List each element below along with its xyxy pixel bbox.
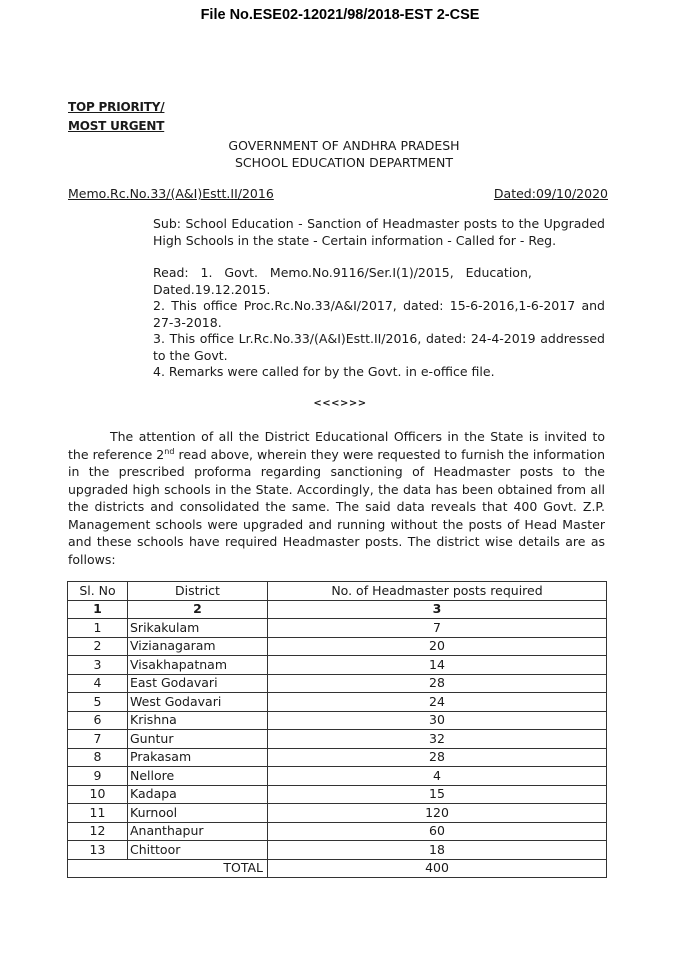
district-cell: Visakhapatnam	[128, 656, 268, 675]
sl-no-cell: 6	[68, 711, 128, 730]
district-cell: Kadapa	[128, 785, 268, 804]
government-name: GOVERNMENT OF ANDHRA PRADESH	[228, 138, 460, 153]
body-paragraph	[68, 428, 605, 568]
table-row	[68, 674, 607, 693]
district-cell: Ananthapur	[128, 822, 268, 841]
table-row	[68, 619, 607, 638]
district-cell: Kurnool	[128, 804, 268, 823]
table-row	[68, 785, 607, 804]
sl-no-cell: 8	[68, 748, 128, 767]
reference-3: 3. This office Lr.Rc.No.33/(A&I)Estt.II/2016, dated: 24-4-2019 addressed to the Govt.	[153, 331, 605, 363]
posts-cell: 20	[268, 637, 607, 656]
posts-cell: 60	[268, 822, 607, 841]
total-row	[68, 859, 607, 878]
posts-cell: 24	[268, 693, 607, 712]
table-row	[68, 748, 607, 767]
references-list	[153, 265, 605, 381]
posts-cell: 18	[268, 841, 607, 860]
department-name: SCHOOL EDUCATION DEPARTMENT	[234, 155, 454, 170]
table-row	[68, 841, 607, 860]
memo-date: Dated:09/10/2020	[493, 186, 608, 201]
posts-cell: 14	[268, 656, 607, 675]
ordinal-superscript: nd	[164, 446, 175, 456]
sl-no-cell: 10	[68, 785, 128, 804]
subject-line: Sub: School Education - Sanction of Headmaster posts to the Upgraded High Schools in the state - Certain information - Called for - Reg.	[153, 216, 605, 248]
district-cell: Nellore	[128, 767, 268, 786]
district-cell: Vizianagaram	[128, 637, 268, 656]
header-posts-required: No. of Headmaster posts required	[268, 582, 607, 601]
district-cell: Srikakulam	[128, 619, 268, 638]
reference-1-text: Read: 1. Govt. Memo.No.9116/Ser.I(1)/2015, Education,	[153, 265, 532, 280]
posts-cell: 28	[268, 674, 607, 693]
district-cell: Guntur	[128, 730, 268, 749]
memo-line	[68, 186, 608, 201]
table-row	[68, 637, 607, 656]
table-row	[68, 767, 607, 786]
priority-line-2: MOST URGENT	[68, 119, 165, 133]
table-row	[68, 822, 607, 841]
total-value: 400	[268, 859, 607, 878]
priority-line-1: TOP PRIORITY/	[68, 100, 165, 114]
priority-label	[68, 98, 164, 136]
table-row	[68, 693, 607, 712]
reference-4: 4. Remarks were called for by the Govt. in e-office file.	[153, 364, 495, 379]
sl-no-cell: 2	[68, 637, 128, 656]
sl-no-cell: 1	[68, 619, 128, 638]
posts-cell: 28	[268, 748, 607, 767]
reference-1-line-b: Dated.19.12.2015.	[153, 281, 271, 297]
total-label: TOTAL	[68, 859, 268, 878]
table-row	[68, 730, 607, 749]
sl-no-cell: 11	[68, 804, 128, 823]
header-sl-no: Sl. No	[68, 582, 128, 601]
body-text-part-2: read above, wherein they were requested to furnish the information in the prescribed proforma regarding sanctioning of Headmaster posts to the upgraded high schools in the State. Accordingly, the data has been obtained from all the districts and consolidated the same. The said data reveals that 400 Govt. Z.P. Management schools were upgraded and running without the posts of Head Master and these schools have required Headmaster posts. The district wise details are as follows:	[68, 446, 605, 567]
posts-cell: 120	[268, 804, 607, 823]
posts-cell: 15	[268, 785, 607, 804]
sl-no-cell: 9	[68, 767, 128, 786]
posts-cell: 32	[268, 730, 607, 749]
posts-cell: 4	[268, 767, 607, 786]
header-district: District	[128, 582, 268, 601]
sl-no-cell: 13	[68, 841, 128, 860]
posts-cell: 30	[268, 711, 607, 730]
table-row	[68, 711, 607, 730]
sl-no-cell: 5	[68, 693, 128, 712]
letterhead	[0, 137, 680, 171]
table-row	[68, 804, 607, 823]
district-cell: West Godavari	[128, 693, 268, 712]
column-number-2: 2	[128, 600, 268, 619]
sl-no-cell: 3	[68, 656, 128, 675]
column-number-row	[68, 600, 607, 619]
headmaster-posts-table	[67, 581, 607, 878]
posts-cell: 7	[268, 619, 607, 638]
district-cell: Prakasam	[128, 748, 268, 767]
column-number-3: 3	[268, 600, 607, 619]
sl-no-cell: 7	[68, 730, 128, 749]
memo-number: Memo.Rc.No.33/(A&I)Estt.II/2016	[68, 186, 274, 201]
district-cell: Krishna	[128, 711, 268, 730]
section-separator: <<<>>>	[313, 398, 367, 409]
body-text-part-1: The attention of all the District Educational Officers in the State is invited to the reference 2	[68, 429, 605, 462]
reference-2: 2. This office Proc.Rc.No.33/A&I/2017, dated: 15-6-2016,1-6-2017 and 27-3-2018.	[153, 298, 605, 330]
column-number-1: 1	[68, 600, 128, 619]
table-row	[68, 656, 607, 675]
district-cell: Chittoor	[128, 841, 268, 860]
file-number-header: File No.ESE02-12021/98/2018-EST 2-CSE	[200, 7, 480, 23]
sl-no-cell: 4	[68, 674, 128, 693]
sl-no-cell: 12	[68, 822, 128, 841]
table-header-row	[68, 582, 607, 601]
reference-1-line-a	[153, 265, 605, 282]
district-cell: East Godavari	[128, 674, 268, 693]
